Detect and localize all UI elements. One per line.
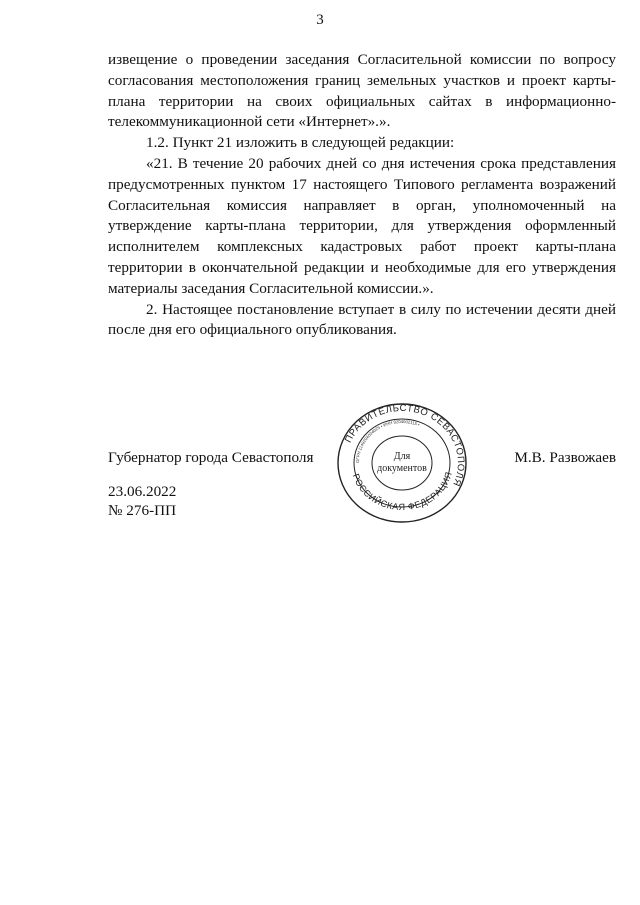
paragraph: извещение о проведении заседания Согласительной комиссии по вопросу согласования местоположения границ земельных участков и проект карты-плана территории на своих официальных сайтах в информационно-телекоммуникационной сети «Интернет».». bbox=[108, 51, 616, 131]
svg-text:РОССИЙСКАЯ ФЕДЕРАЦИЯ bbox=[351, 470, 454, 512]
signatory-position: Губернатор города Севастополя bbox=[108, 449, 314, 466]
signatory-name: М.В. Развожаев bbox=[514, 449, 616, 466]
stamp-outer-text: ПРАВИТЕЛЬСТВО СЕВАСТОПОЛЯ bbox=[343, 402, 467, 489]
document-number: № 276-ПП bbox=[108, 502, 177, 519]
paragraph: 1.2. Пункт 21 изложить в следующей редакции: bbox=[146, 134, 455, 152]
stamp-lower-text: РОССИЙСКАЯ ФЕДЕРАЦИЯ bbox=[350, 470, 454, 513]
stamp-center-line1: Для bbox=[393, 451, 411, 462]
stamp-center-line2: документов bbox=[377, 463, 427, 474]
paragraph: 2. Настоящее постановление вступает в силу по истечении десяти дней после дня его официального опубликования. bbox=[108, 300, 616, 339]
document-date: 23.06.2022 bbox=[108, 483, 177, 500]
document-body bbox=[108, 50, 616, 341]
paragraph: «21. В течение 20 рабочих дней со дня истечения срока представления предусмотренных пунктом 17 настоящего Типового регламента возражений Согласительная комиссия направляет в орган, уполномоченный на утверждение карты-плана территории, для утверждения оформленный исполнителем комплексных кадастровых работ проект карты-плана территории в окончательной редакции и необходимые для его утверждения материалы заседания Согласительной комиссии.». bbox=[108, 154, 616, 297]
official-stamp bbox=[334, 400, 470, 526]
page-number: 3 bbox=[316, 12, 324, 28]
stamp-inner-text: ОГРН 1149204004025 • ИНН 9204002115 • bbox=[354, 418, 421, 464]
